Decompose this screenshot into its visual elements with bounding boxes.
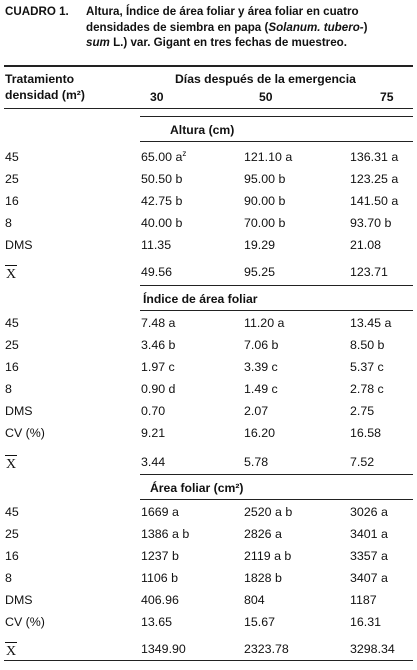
table-cell: 3401 a: [350, 527, 388, 541]
mean-x-label: X: [6, 267, 17, 282]
section-title: Altura (cm): [170, 123, 235, 137]
table-cell: 406.96: [141, 593, 179, 607]
table-cell: 49.56: [141, 265, 173, 279]
table-cell: 13.65: [141, 615, 173, 629]
caption-species-part-2: sum: [86, 36, 110, 49]
mean-x-label: X: [6, 644, 17, 659]
table-cell: 2826 a: [244, 527, 282, 541]
caption-label: CUADRO 1.: [5, 5, 69, 18]
row-label: DMS: [5, 404, 33, 418]
table-cell: 123.25 a: [350, 172, 399, 186]
table-cell: 50.50 b: [141, 172, 183, 186]
table-cell: 15.67: [244, 615, 276, 629]
table-cell: 123.71: [350, 265, 388, 279]
table-cell: 3407 a: [350, 571, 388, 585]
table-cell: 3298.34: [350, 642, 395, 656]
row-label: 45: [5, 150, 19, 164]
header-days-group: Días después de la emergencia: [175, 72, 356, 86]
table-cell: 16.20: [244, 426, 276, 440]
table-cell: 2.75: [350, 404, 375, 418]
table-cell: 3357 a: [350, 549, 388, 563]
header-rule: [4, 108, 413, 109]
table-cell: 93.70 b: [350, 216, 392, 230]
row-label: CV (%): [5, 615, 45, 629]
table-cell: 3.44: [141, 455, 166, 469]
row-label: 45: [5, 505, 19, 519]
table-cell: 3.39 c: [244, 360, 278, 374]
table-cell: 1.49 c: [244, 382, 278, 396]
table-cell: 7.48 a: [141, 316, 176, 330]
bottom-rule: [4, 660, 413, 661]
table-cell: 1.97 c: [141, 360, 175, 374]
caption-line-2: densidades de siembra en papa (Solanum. tubero-): [86, 20, 368, 34]
table-cell: 19.29: [244, 238, 276, 252]
row-label: 8: [5, 382, 12, 396]
row-label: 16: [5, 549, 19, 563]
table-cell: 2119 a b: [244, 549, 292, 563]
table-cell: 11.35: [141, 238, 172, 252]
header-treatment-line-2: densidad (m²): [5, 88, 85, 102]
caption-line-3-text: L.) var. Gigant en tres fechas de muestreo.: [109, 36, 347, 49]
table-cell: 1237 b: [141, 549, 179, 563]
header-day-50: 50: [259, 90, 273, 104]
row-label: 16: [5, 360, 19, 374]
table-cell: 1187: [350, 593, 377, 607]
table-cell: 7.52: [350, 455, 375, 469]
table-cell: 0.90 d: [141, 382, 176, 396]
table-cell: 42.75 b: [141, 194, 183, 208]
row-label: CV (%): [5, 426, 45, 440]
table-cell: 65.00 $a^z$: [141, 149, 187, 164]
table-cell: 5.78: [244, 455, 269, 469]
section-title: Índice de área foliar: [143, 292, 258, 306]
section-title: Área foliar (cm²): [150, 481, 244, 495]
section-rule-bottom: [140, 499, 413, 500]
table-cell: 141.50 a: [350, 194, 399, 208]
table-cell: 136.31 a: [350, 150, 399, 164]
table-cell: 7.06 b: [244, 338, 279, 352]
row-label: 25: [5, 172, 19, 186]
table-cell: 1349.90: [141, 642, 186, 656]
mean-x-label: X: [6, 457, 17, 472]
table-cell: 11.20 a: [244, 316, 285, 330]
table-cell: 2.07: [244, 404, 269, 418]
table-cell: 90.00 b: [244, 194, 286, 208]
table-cell: 13.45 a: [350, 316, 392, 330]
header-day-30: 30: [150, 90, 164, 104]
table-cell: 2323.78: [244, 642, 289, 656]
header-day-75: 75: [380, 90, 394, 104]
table-cell: 2520 a b: [244, 505, 293, 519]
table-cell: 121.10 a: [244, 150, 293, 164]
header-treatment-line-1: Tratamiento: [5, 72, 75, 86]
table-cell: 40.00 b: [141, 216, 183, 230]
row-label: 45: [5, 316, 19, 330]
table-cell: 2.78 c: [350, 382, 384, 396]
table-cell: 0.70: [141, 404, 166, 418]
section-rule-top: [140, 116, 413, 117]
caption-species-part-1: Solanum. tubero-: [268, 20, 364, 34]
table-cell: 1386 a b: [141, 527, 190, 541]
table-cell: 95.00 b: [244, 172, 286, 186]
row-label: 25: [5, 338, 19, 352]
table-cell: 16.31: [350, 615, 382, 629]
row-label: 16: [5, 194, 19, 208]
table-cell: 1669 a: [141, 505, 179, 519]
caption-text: [86, 4, 412, 35]
top-rule: [4, 65, 413, 67]
footnote-marker: z: [182, 149, 187, 158]
table-cell: 3.46 b: [141, 338, 176, 352]
caption-line-2-text: densidades de siembra en papa (: [86, 20, 269, 34]
section-rule-bottom: [140, 310, 413, 311]
table-cell: 1828 b: [244, 571, 282, 585]
row-label: 25: [5, 527, 19, 541]
caption-line-1: Altura, Índice de área foliar y área foliar en cuatro: [86, 5, 359, 18]
section-rule-top: [140, 285, 413, 286]
table-cell: 1106 b: [141, 571, 178, 585]
table-cell: 804: [244, 593, 265, 607]
table-cell: 95.25: [244, 265, 276, 279]
table-cell: 5.37 c: [350, 360, 384, 374]
row-label: DMS: [5, 593, 33, 607]
table-cell: 8.50 b: [350, 338, 385, 352]
row-label: 8: [5, 571, 12, 585]
row-label: 8: [5, 216, 12, 230]
table-cell: 70.00 b: [244, 216, 286, 230]
section-rule-top: [140, 474, 413, 475]
table-cell: 16.58: [350, 426, 382, 440]
section-rule-bottom: [140, 141, 413, 142]
row-label: DMS: [5, 238, 33, 252]
table-cell: 3026 a: [350, 505, 388, 519]
table-cell: 21.08: [350, 238, 382, 252]
table-cell: 9.21: [141, 426, 166, 440]
